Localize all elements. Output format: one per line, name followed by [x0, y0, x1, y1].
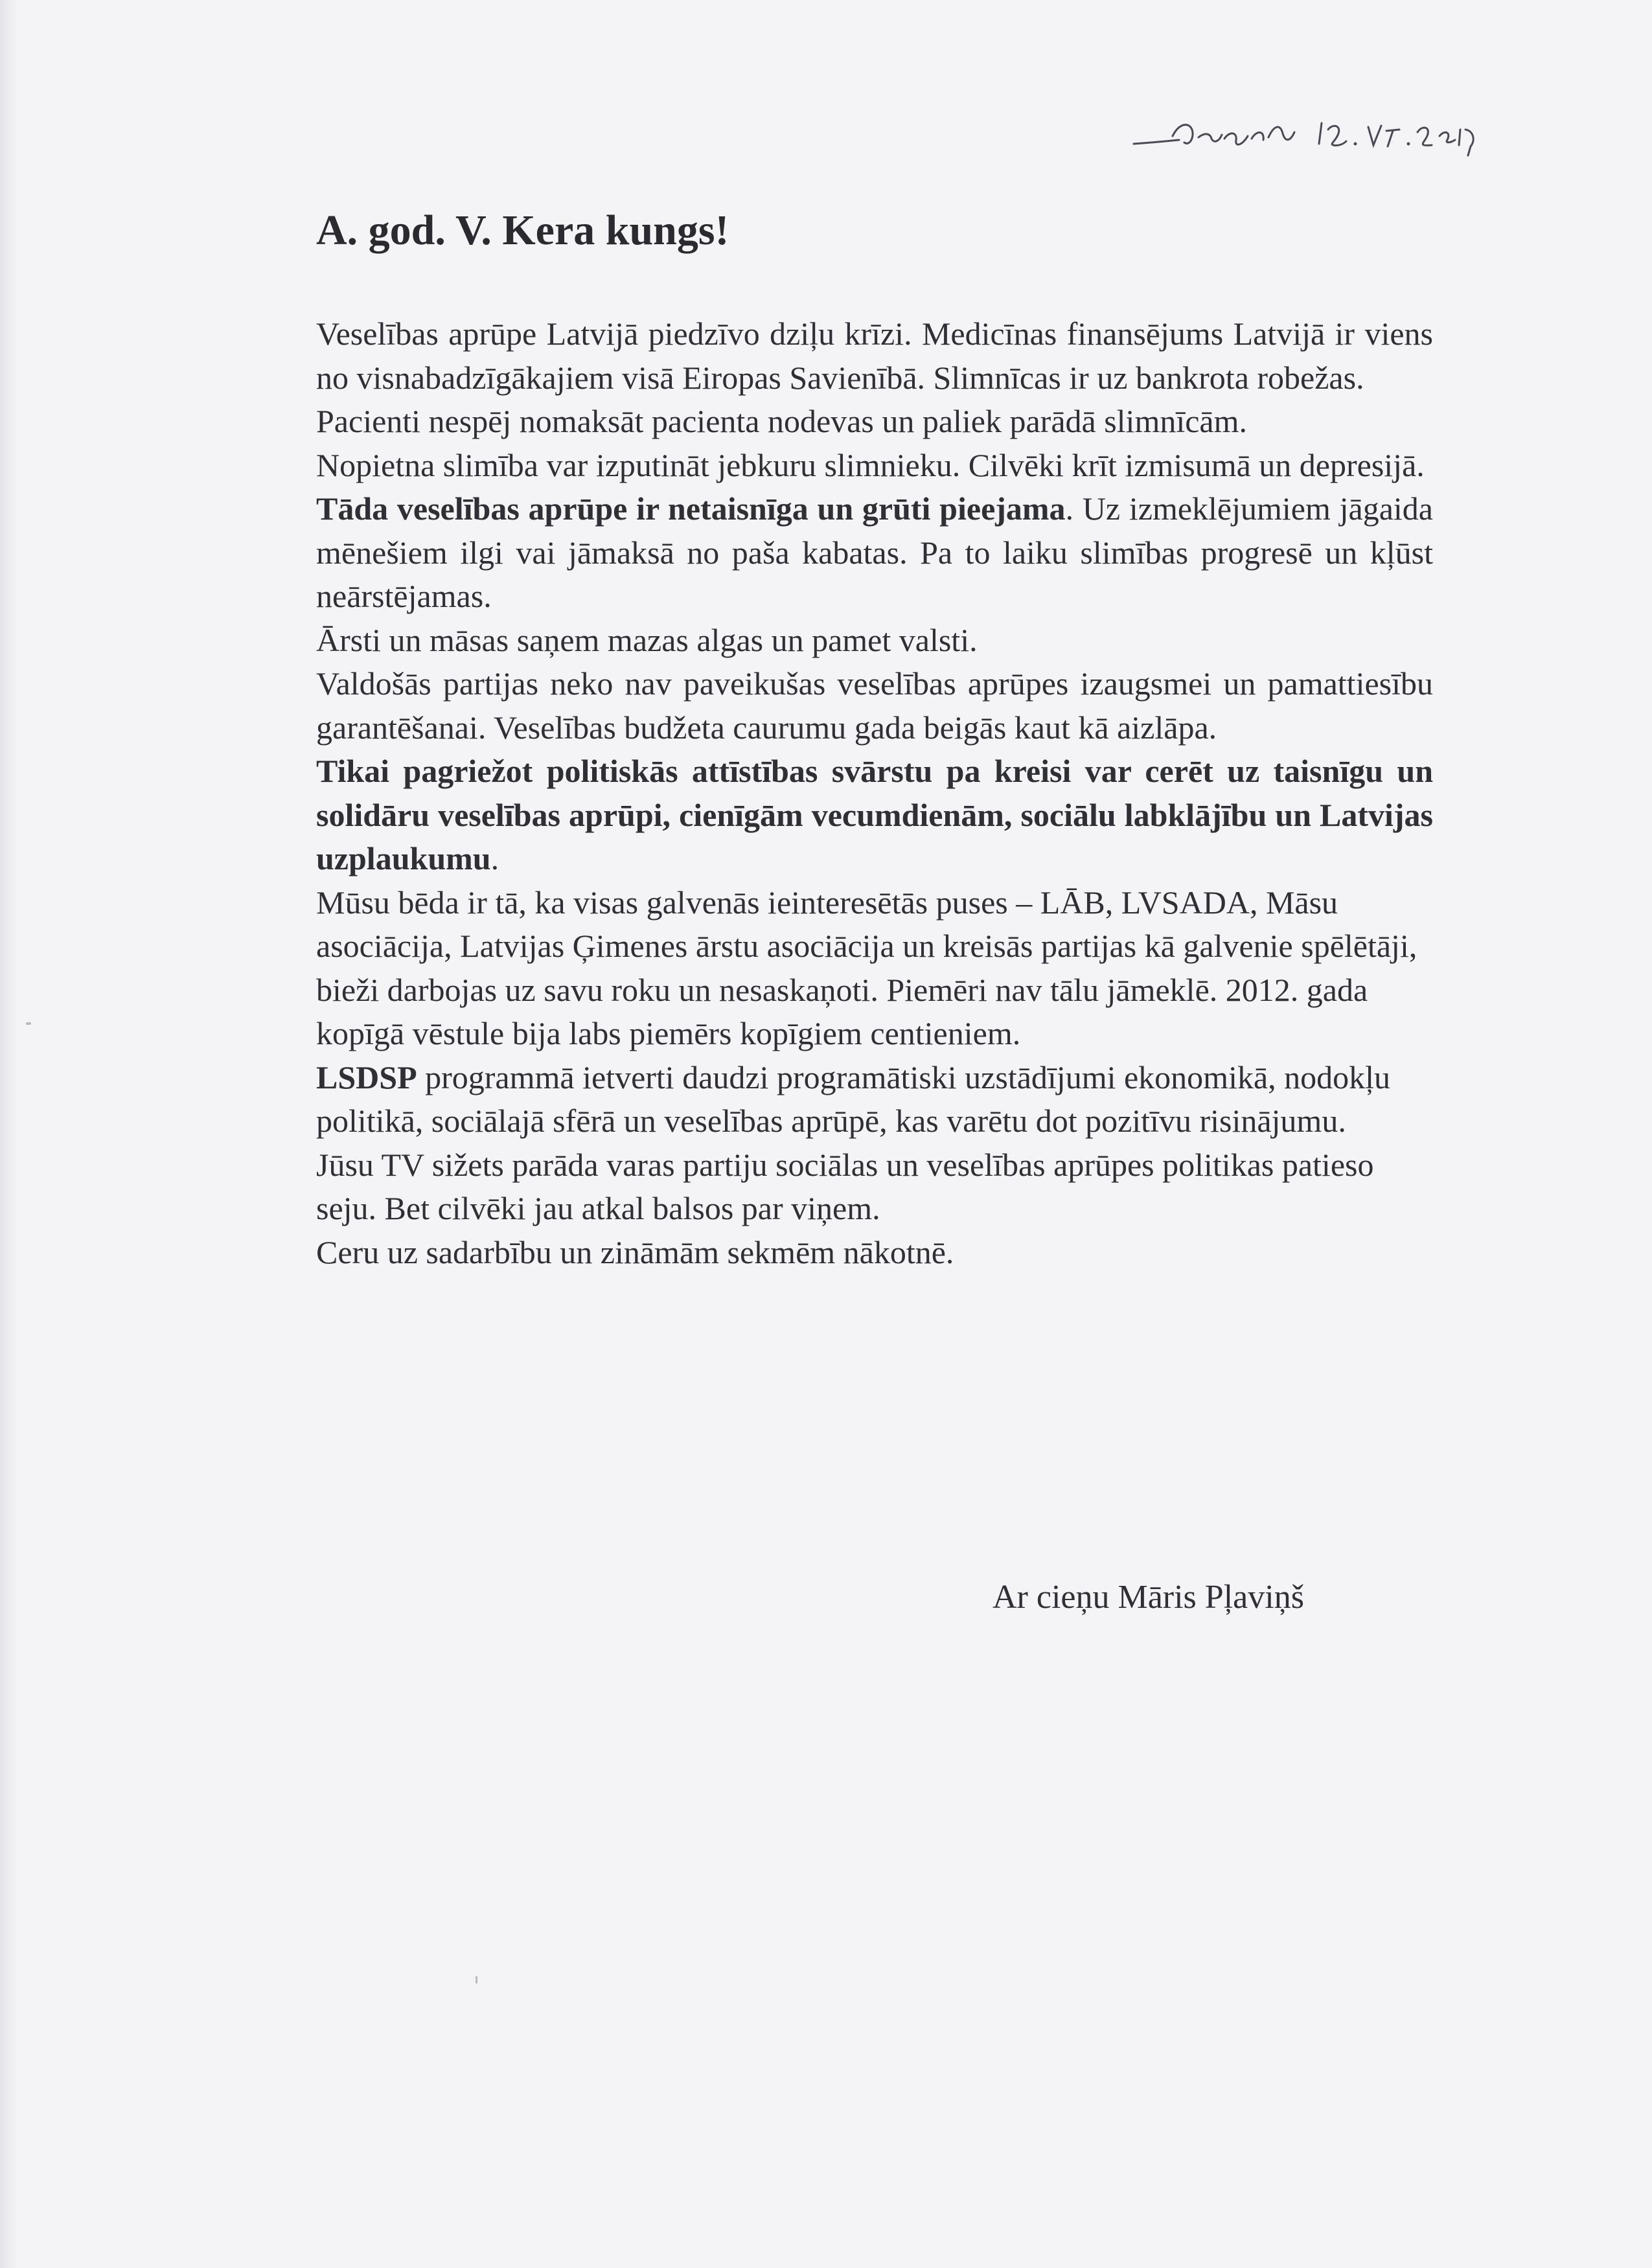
- unfair-access-rest: . Uz izmeklējumiem jāgaida mēnešiem ilgi vai jāmaksā no paša kabatas. Pa to laiku slimības progresē un kļūst neārstējamas.: [316, 490, 1433, 614]
- turn-left-rest: .: [490, 840, 499, 876]
- lsdsp-rest: programmā ietverti daudzi programātiski uzstādījumi ekonomikā, nodokļu politikā, sociālajā sfērā un veselības aprūpē, kas varētu dot pozitīvu risinājumu.: [316, 1059, 1391, 1139]
- paragraph-lsdsp-program: [316, 1056, 1433, 1143]
- paragraph-tv-story: Jūsu TV sižets parāda varas partiju sociālas un veselības aprūpes politikas patieso seju. Bet cilvēki jau atkal balsos par viņem.: [316, 1146, 1374, 1226]
- paragraph-turn-left: [316, 750, 1433, 881]
- unfair-access-bold: Tāda veselības aprūpe ir netaisnīga un grūti pieejama: [316, 490, 1066, 527]
- paragraph-unfair-access: [316, 487, 1433, 619]
- scan-edge-shadow: [0, 0, 18, 2268]
- scan-speck: [26, 1022, 31, 1025]
- handwritten-received-note: [1127, 104, 1516, 162]
- paragraph-stakeholders: Mūsu bēda ir tā, ka visas galvenās ieinteresētās puses – LĀB, LVSADA, Māsu asociācija, Latvijas Ģimenes ārstu asociācija un kreisās partijas kā galvenie spēlētāji, bieži darbojas uz savu roku un nesaskaņoti. Piemēri nav tālu jāmeklē. 2012. gada kopīgā vēstule bija labs piemērs kopīgiem centieniem.: [316, 884, 1417, 1051]
- paragraph-serious-illness: Nopietna slimība var izputināt jebkuru slimnieku. Cilvēki krīt izmisumā un depresijā.: [316, 446, 1425, 483]
- lsdsp-bold: LSDSP: [316, 1059, 417, 1095]
- paragraph-patient-fees: Pacienti nespēj nomaksāt pacienta nodevas un paliek parādā slimnīcām.: [316, 403, 1248, 439]
- paragraph-doctors-leave: Ārsti un māsas saņem mazas algas un pamet valsti.: [316, 621, 978, 658]
- handwritten-scribble: [1127, 104, 1516, 162]
- paragraph-ruling-parties: Valdošās partijas neko nav paveikušas veselības aprūpes izaugsmei un pamattiesību garantēšanai. Veselības budžeta caurumu gada beigās kaut kā aizlāpa.: [316, 665, 1433, 746]
- letter-signature: Ar cieņu Māris Pļaviņš: [992, 1579, 1304, 1616]
- letter-body: [316, 312, 1433, 1274]
- paragraph-healthcare-crisis: Veselības aprūpe Latvijā piedzīvo dziļu krīzi. Medicīnas finansējums Latvijā ir viens no visnabadzīgākajiem visā Eiropas Savienībā. Slimnīcas ir uz bankrota robežas.: [316, 315, 1433, 396]
- paragraph-closing-hope: Ceru uz sadarbību un zināmām sekmēm nākotnē.: [316, 1233, 954, 1270]
- letter-salutation: A. god. V. Kera kungs!: [316, 207, 729, 254]
- turn-left-bold: Tikai pagriežot politiskās attīstības svārstu pa kreisi var cerēt uz taisnīgu un solidāru veselības aprūpi, cienīgām vecumdienām, sociālu labklājību un Latvijas uzplaukumu: [316, 753, 1433, 876]
- scan-speck: [476, 1976, 477, 1984]
